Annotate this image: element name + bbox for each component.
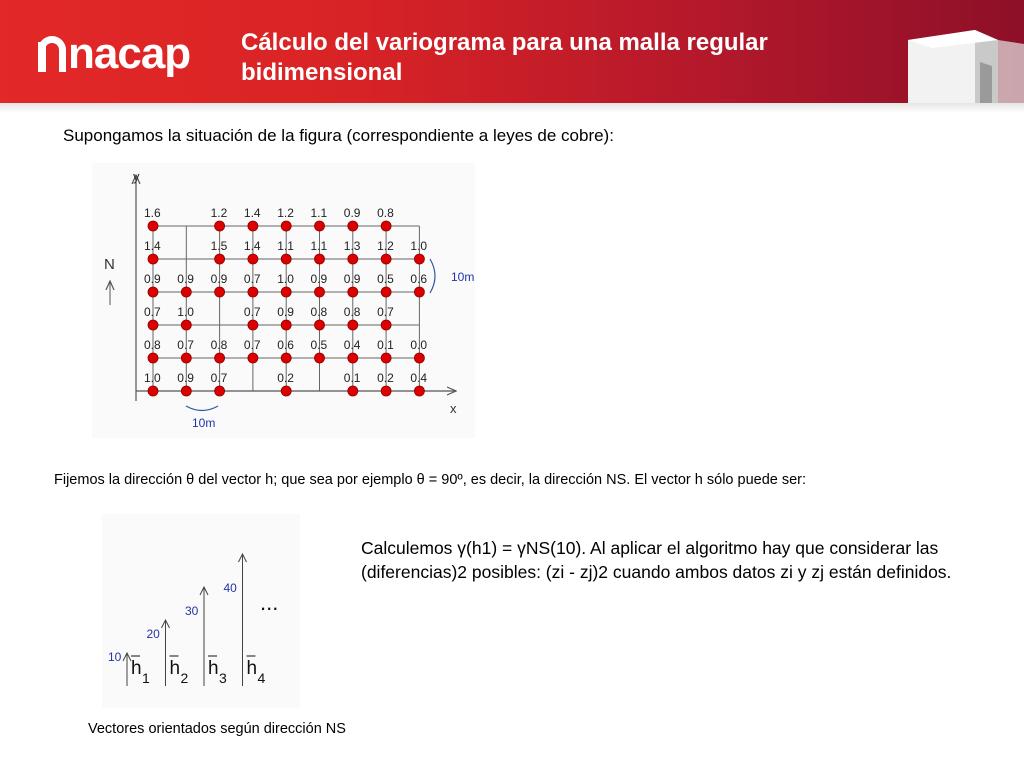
sample-point [414, 353, 424, 363]
sample-value-label: 0.4 [343, 338, 361, 352]
sample-point [248, 353, 258, 363]
sample-value-label: 0.6 [277, 338, 294, 352]
sample-point [248, 221, 258, 231]
sample-value-label: 0.9 [310, 272, 328, 286]
sample-value-label: 1.0 [277, 272, 294, 286]
sample-value-label: 0.8 [310, 305, 328, 319]
sample-point [248, 287, 258, 297]
vector-subscript: 2 [180, 670, 189, 686]
slide-title [241, 28, 861, 88]
sample-point [315, 320, 325, 330]
slide-title-line1: Cálculo del variograma para una malla regular [241, 29, 768, 56]
sample-value-label: 0.4 [410, 371, 428, 385]
sample-point [414, 287, 424, 297]
sample-point [315, 254, 325, 264]
sample-point [148, 287, 158, 297]
sample-point [315, 353, 325, 363]
sample-value-label: 1.1 [277, 239, 294, 253]
sample-value-label: 1.3 [343, 239, 361, 253]
sample-value-label: 0.7 [377, 305, 394, 319]
sample-point [215, 287, 225, 297]
vector-symbol: h [246, 658, 258, 679]
vector-symbol: h [208, 658, 219, 679]
sample-point [148, 320, 158, 330]
vector-length-label: 10 [108, 650, 122, 664]
vertical-spacing-brace [430, 259, 435, 293]
sample-value-label: 0.8 [343, 305, 361, 319]
sample-point [348, 254, 358, 264]
sample-point [215, 386, 225, 396]
ellipsis: ... [260, 590, 279, 615]
slide-title-line2: bidimensional [241, 59, 403, 86]
sample-point [248, 254, 258, 264]
sample-value-label: 0.1 [343, 371, 361, 385]
logo-text: nacap [68, 29, 191, 78]
sample-value-label: 1.4 [243, 206, 261, 220]
sample-value-label: 0.2 [277, 371, 294, 385]
sample-point [381, 287, 391, 297]
sample-point [281, 287, 291, 297]
sample-value-label: 1.4 [144, 239, 161, 253]
sample-point [381, 386, 391, 396]
sample-point [381, 254, 391, 264]
sample-value-label: 1.0 [177, 305, 194, 319]
sample-value-label: 0.7 [243, 338, 261, 352]
sample-value-label: 1.0 [410, 239, 428, 253]
sample-value-label: 0.0 [410, 338, 428, 352]
sample-point [348, 320, 358, 330]
sample-point [181, 320, 191, 330]
sample-value-label: 1.1 [310, 206, 328, 220]
header-shadow [0, 103, 1024, 113]
sample-value-label: 0.9 [144, 272, 161, 286]
sample-point [181, 386, 191, 396]
logo-mark-icon [38, 36, 66, 72]
header-banner [0, 0, 1024, 103]
sample-value-label: 1.2 [210, 206, 228, 220]
sample-point [215, 221, 225, 231]
sample-point [281, 320, 291, 330]
sample-value-label: 0.6 [410, 272, 428, 286]
vector-subscript: 4 [257, 670, 266, 686]
sample-point [381, 353, 391, 363]
sample-point [148, 386, 158, 396]
sample-point [215, 254, 225, 264]
sample-point [215, 353, 225, 363]
sample-value-label: 0.8 [144, 338, 161, 352]
intro-text: Supongamos la situación de la figura (correspondiente a leyes de cobre): [63, 126, 614, 145]
sample-value-label: 1.6 [144, 206, 161, 220]
sample-value-label: 0.8 [210, 338, 228, 352]
horizontal-spacing-label: 10m [192, 416, 216, 430]
sample-value-label: 0.5 [310, 338, 328, 352]
sample-point [181, 353, 191, 363]
building-decoration-icon [880, 0, 1024, 103]
sample-value-label: 0.7 [210, 371, 228, 385]
sample-value-label: 1.5 [210, 239, 228, 253]
calculation-text: Calculemos γ(h1) = γNS(10). Al aplicar el algoritmo hay que considerar las (diferencias)2 posibles: (zi - zj)2 cuando ambos datos zi y zj están definidos. [361, 538, 952, 582]
vector-arrows [108, 554, 266, 686]
inacap-logo [38, 30, 190, 78]
sample-value-label: 1.1 [310, 239, 328, 253]
sample-value-label: 1.0 [144, 371, 161, 385]
vector-subscript: 3 [219, 670, 227, 686]
sample-point [381, 221, 391, 231]
grid-figure [92, 163, 475, 438]
sample-value-label: 0.8 [377, 206, 394, 220]
sample-point [348, 287, 358, 297]
sample-value-label: 1.2 [377, 239, 394, 253]
sample-point [148, 254, 158, 264]
sample-point [414, 386, 424, 396]
vector-length-label: 40 [223, 581, 237, 595]
vector-caption: Vectores orientados según dirección NS [88, 721, 346, 737]
sample-point [348, 353, 358, 363]
y-axis-label: y [133, 169, 140, 184]
vector-length-label: 30 [185, 604, 199, 618]
x-axis-label: x [450, 401, 457, 416]
sample-value-label: 0.7 [243, 305, 261, 319]
sample-value-label: 0.9 [177, 371, 194, 385]
sample-point [281, 254, 291, 264]
sample-value-label: 0.9 [210, 272, 228, 286]
sample-point [348, 386, 358, 396]
sample-point [414, 254, 424, 264]
sample-value-label: 0.9 [343, 272, 361, 286]
sample-point [281, 221, 291, 231]
direction-text: Fijemos la dirección θ del vector h; que sea por ejemplo θ = 90º, es decir, la dirección NS. El vector h sólo puede ser: [54, 472, 807, 488]
sample-value-label: 0.7 [144, 305, 161, 319]
sample-value-label: 0.2 [377, 371, 394, 385]
sample-point [348, 221, 358, 231]
vector-length-label: 20 [146, 627, 160, 641]
sample-point [148, 353, 158, 363]
sample-point [381, 320, 391, 330]
sample-point [148, 221, 158, 231]
horizontal-spacing-brace [186, 406, 218, 411]
vertical-spacing-label: 10m [451, 270, 475, 284]
sample-value-label: 1.2 [277, 206, 294, 220]
vector-symbol: h [131, 658, 142, 679]
sample-value-label: 1.4 [243, 239, 261, 253]
sample-point [181, 287, 191, 297]
sample-value-label: 0.9 [343, 206, 361, 220]
sample-point [315, 221, 325, 231]
vector-svg [102, 514, 300, 708]
sample-point [248, 320, 258, 330]
vector-symbol: h [169, 658, 181, 679]
north-label: N [104, 256, 115, 273]
grid-svg [92, 163, 475, 438]
sample-value-label: 0.5 [377, 272, 394, 286]
sample-value-label: 0.7 [243, 272, 261, 286]
vector-subscript: 1 [142, 670, 150, 686]
sample-point [281, 353, 291, 363]
sample-value-label: 0.9 [177, 272, 194, 286]
sample-point [281, 386, 291, 396]
sample-point [315, 287, 325, 297]
sample-value-label: 0.9 [277, 305, 294, 319]
sample-value-label: 0.1 [377, 338, 394, 352]
sample-value-label: 0.7 [177, 338, 194, 352]
vector-figure [102, 514, 300, 708]
